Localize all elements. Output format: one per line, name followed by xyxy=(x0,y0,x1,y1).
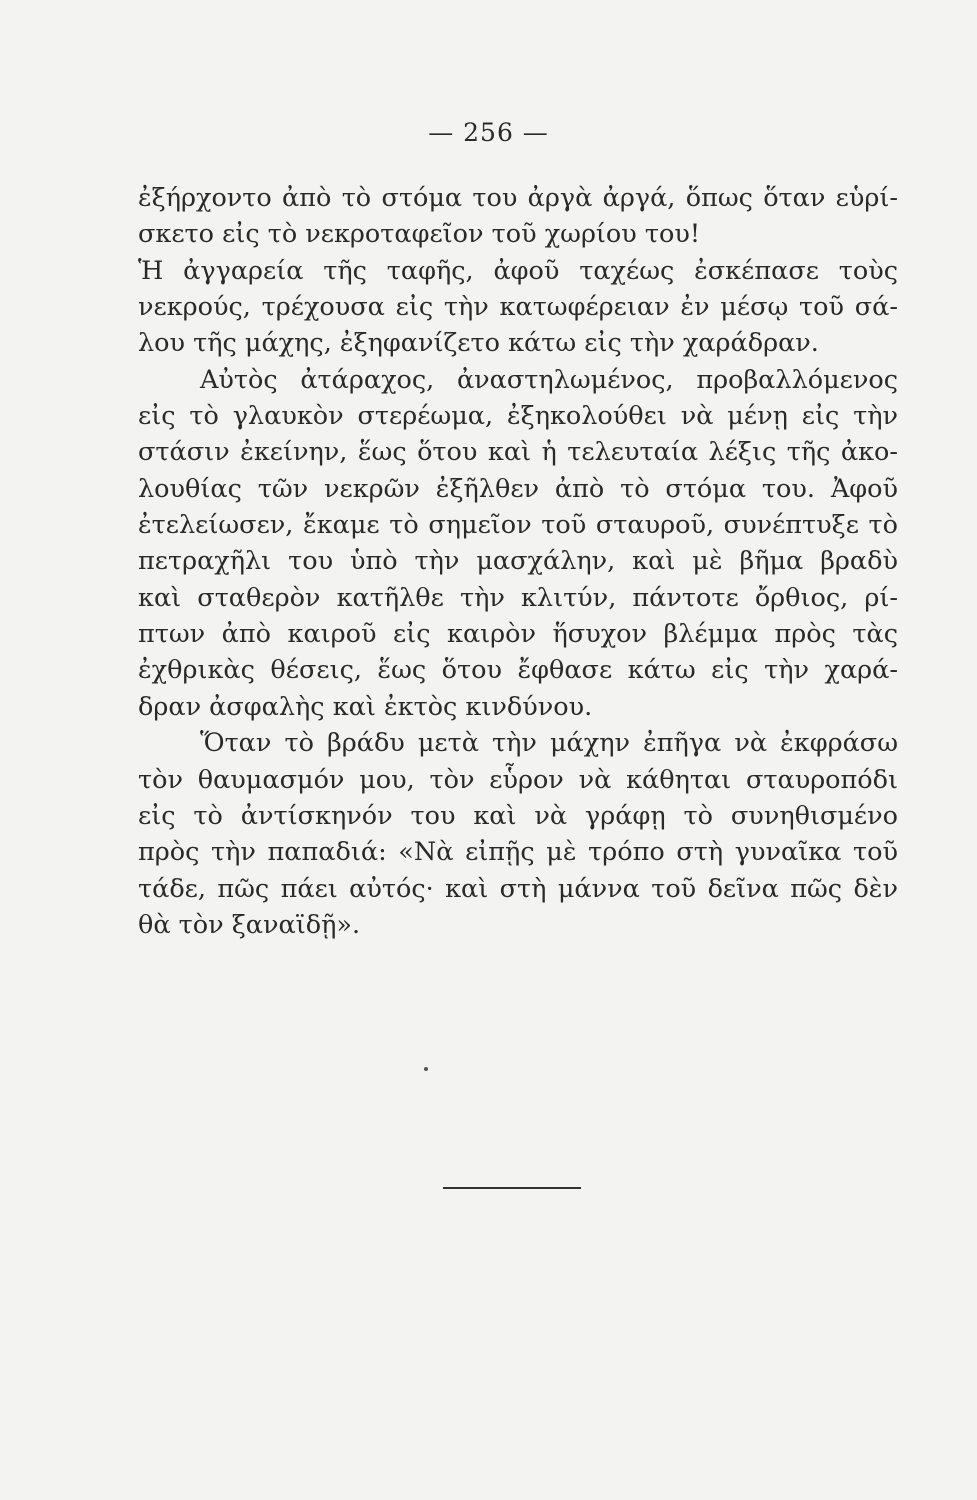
text-line: τάδε, πῶς πάει αὐτός· καὶ στὴ μάννα τοῦ δεῖνα πῶς δὲν xyxy=(138,873,898,904)
text-line: εἰς τὸ γλαυκὸν στερέωμα, ἐξηκολούθει νὰ μένῃ εἰς τὴν xyxy=(138,401,898,432)
ink-speck xyxy=(424,1067,428,1071)
text-line: νεκρούς, τρέχουσα εἰς τὴν κατωφέρειαν ἐν μέσῳ τοῦ σά- xyxy=(138,292,898,323)
page-number: — 256 — xyxy=(428,118,549,147)
text-line: Ἡ ἀγγαρεία τῆς ταφῆς, ἀφοῦ ταχέως ἐσκέπασε τοὺς xyxy=(138,255,898,286)
text-line: λουθίας τῶν νεκρῶν ἐξῆλθεν ἀπὸ τὸ στόμα του. Ἀφοῦ xyxy=(138,473,898,504)
text-line: δραν ἀσφαλὴς καὶ ἐκτὸς κινδύνου. xyxy=(138,691,593,722)
text-line: πετραχῆλι του ὑπὸ τὴν μασχάλην, καὶ μὲ βῆμα βραδὺ xyxy=(138,546,898,577)
text-line: Ὅταν τὸ βράδυ μετὰ τὴν μάχην ἐπῆγα νὰ ἐκφράσω xyxy=(200,728,898,759)
text-line: εἰς τὸ ἀντίσκηνόν του καὶ νὰ γράφῃ τὸ συνηθισμένο xyxy=(138,800,898,831)
text-line: καὶ σταθερὸν κατῆλθε τὴν κλιτύν, πάντοτε ὄρθιος, ρί- xyxy=(138,582,898,613)
text-line: πρὸς τὴν παπαδιά: «Νὰ εἰπῇς μὲ τρόπο στὴ γυναῖκα τοῦ xyxy=(138,837,898,868)
text-line: ἐτελείωσεν, ἔκαμε τὸ σημεῖον τοῦ σταυροῦ, συνέπτυξε τὸ xyxy=(138,510,898,541)
text-line: σκετο εἰς τὸ νεκροταφεῖον τοῦ χωρίου του! xyxy=(138,219,701,250)
body-text xyxy=(138,180,898,943)
text-line: τὸν θαυμασμόν μου, τὸν εὗρον νὰ κάθηται σταυροπόδι xyxy=(138,764,898,795)
text-line: πτων ἀπὸ καιροῦ εἰς καιρὸν ἥσυχον βλέμμα πρὸς τὰς xyxy=(138,619,898,650)
text-line: λου τῆς μάχης, ἐξηφανίζετο κάτω εἰς τὴν χαράδραν. xyxy=(138,328,819,359)
text-line: ἐχθρικὰς θέσεις, ἕως ὅτου ἔφθασε κάτω εἰς τὴν χαρά- xyxy=(138,655,898,686)
end-rule xyxy=(443,1187,581,1189)
text-line: στάσιν ἐκείνην, ἕως ὅτου καὶ ἡ τελευταία λέξις τῆς ἀκο- xyxy=(138,437,898,468)
text-line: ἐξήρχοντο ἀπὸ τὸ στόμα του ἀργὰ ἀργά, ὅπως ὅταν εὑρί- xyxy=(138,183,898,213)
text-line: Αὐτὸς ἀτάραχος, ἀναστηλωμένος, προβαλλόμενος xyxy=(200,364,898,395)
text-line: θὰ τὸν ξαναϊδῇ». xyxy=(138,909,361,940)
